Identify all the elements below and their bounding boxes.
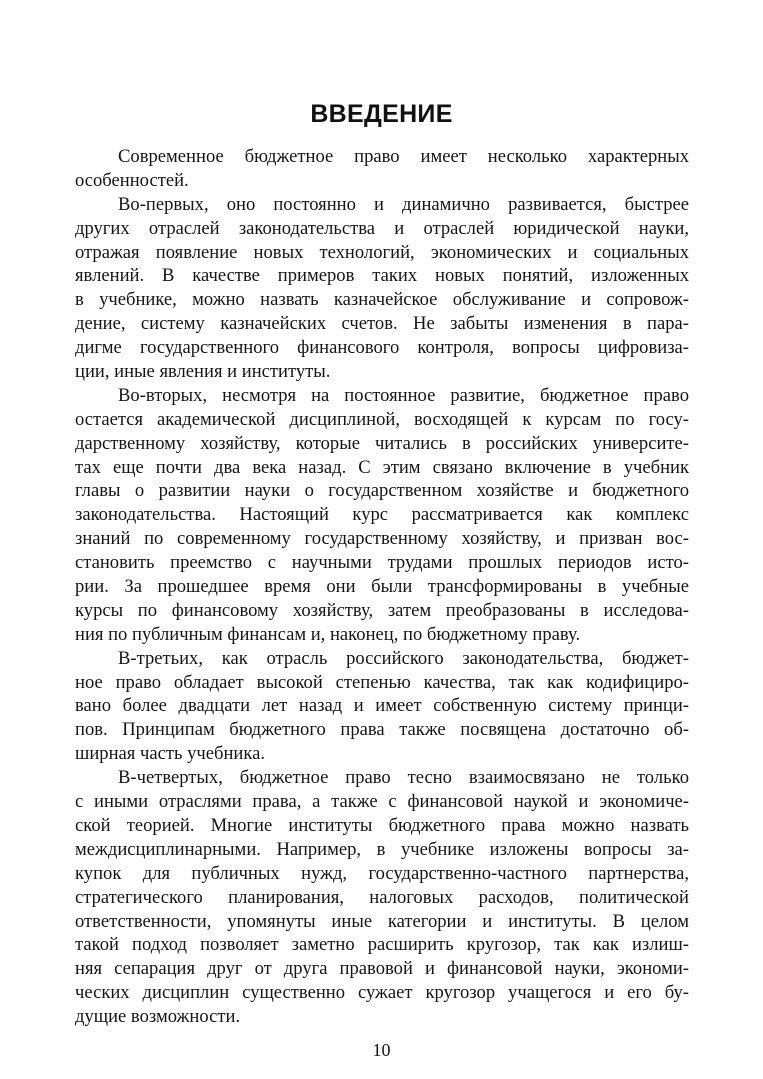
page-title: ВВЕДЕНИЕ bbox=[310, 100, 453, 128]
paragraph-line: остается академической дисциплиной, восходящей к курсам по госу- bbox=[75, 408, 689, 430]
paragraph-line: ния по публичным финансам и, наконец, по бюджетному праву. bbox=[75, 623, 581, 645]
paragraph bbox=[75, 384, 689, 647]
paragraph-line: Современное бюджетное право имеет несколько характерных bbox=[118, 146, 689, 167]
paragraph-line: ное право обладает высокой степенью качества, так как кодифициро- bbox=[75, 671, 689, 693]
paragraph-line: междисциплинарными. Например, в учебнике изложены вопросы за- bbox=[75, 838, 689, 860]
paragraph-line: отражая появление новых технологий, экономических и социальных bbox=[75, 241, 689, 263]
paragraph-line: дущие возможности. bbox=[75, 1006, 241, 1028]
paragraph-line: становить преемство с научными трудами прошлых периодов исто- bbox=[75, 552, 689, 574]
paragraph-line: В-четвертых, бюджетное право тесно взаимосвязано не только bbox=[118, 767, 689, 789]
paragraph-line: других отраслей законодательства и отраслей юридической науки, bbox=[75, 217, 689, 239]
paragraph-line: тах еще почти два века назад. С этим связано включение в учебник bbox=[75, 456, 689, 478]
paragraph-line: дарственному хозяйству, которые читались в российских университе- bbox=[75, 432, 689, 454]
paragraph-line: Во-первых, оно постоянно и динамично развивается, быстрее bbox=[118, 193, 689, 215]
paragraph-line: ширная часть учебника. bbox=[75, 743, 265, 765]
paragraph-line: ции, иные явления и институты. bbox=[75, 361, 331, 383]
paragraph bbox=[75, 647, 689, 766]
paragraph-line: такой подход позволяет заметно расширить кругозор, так как излиш- bbox=[75, 934, 689, 956]
paragraph-line: в учебнике, можно назвать казначейское обслуживание и сопровож- bbox=[75, 289, 689, 311]
paragraph-line: с иными отраслями права, а также с финансовой наукой и экономиче- bbox=[75, 791, 689, 813]
paragraph-line: явлений. В качестве примеров таких новых понятий, изложенных bbox=[75, 265, 689, 287]
paragraph-line: купок для публичных нужд, государственно-частного партнерства, bbox=[75, 862, 689, 884]
paragraph-line: особенностей. bbox=[75, 169, 189, 191]
paragraph bbox=[75, 766, 689, 1029]
paragraph-line: ской теорией. Многие институты бюджетного права можно назвать bbox=[75, 814, 689, 836]
paragraph-line: В-третьих, как отрасль российского законодательства, бюджет- bbox=[118, 647, 689, 669]
paragraph-line: знаний по современному государственному хозяйству, и призван вос- bbox=[75, 528, 689, 550]
paragraph bbox=[75, 145, 689, 193]
paragraph bbox=[75, 193, 689, 384]
paragraph-line: пов. Принципам бюджетного права также посвящена достаточно об- bbox=[75, 719, 689, 741]
paragraph-line: курсы по финансовому хозяйству, затем преобразованы в исследова- bbox=[75, 599, 689, 621]
body-text bbox=[75, 145, 689, 1029]
paragraph-line: ответственности, упомянуты иные категории и институты. В целом bbox=[75, 910, 689, 932]
paragraph-line: Во-вторых, несмотря на постоянное развитие, бюджетное право bbox=[118, 384, 689, 406]
paragraph-line: рии. За прошедшее время они были трансформированы в учебные bbox=[75, 576, 689, 598]
paragraph-line: ческих дисциплин существенно сужает кругозор учащегося и его бу- bbox=[75, 982, 689, 1004]
paragraph-line: главы о развитии науки о государственном хозяйстве и бюджетного bbox=[75, 480, 689, 502]
paragraph-line: няя сепарация друг от друга правовой и финансовой науки, экономи- bbox=[75, 958, 689, 980]
paragraph-line: законодательства. Настоящий курс рассматривается как комплекс bbox=[75, 504, 689, 526]
paragraph-line: вано более двадцати лет назад и имеет собственную систему принци- bbox=[75, 695, 689, 717]
paragraph-line: дение, систему казначейских счетов. Не забыты изменения в пара- bbox=[75, 313, 689, 335]
page-number: 10 bbox=[372, 1040, 391, 1060]
paragraph-line: дигме государственного финансового контроля, вопросы цифровиза- bbox=[75, 337, 689, 359]
paragraph-line: стратегического планирования, налоговых расходов, политической bbox=[75, 886, 689, 908]
